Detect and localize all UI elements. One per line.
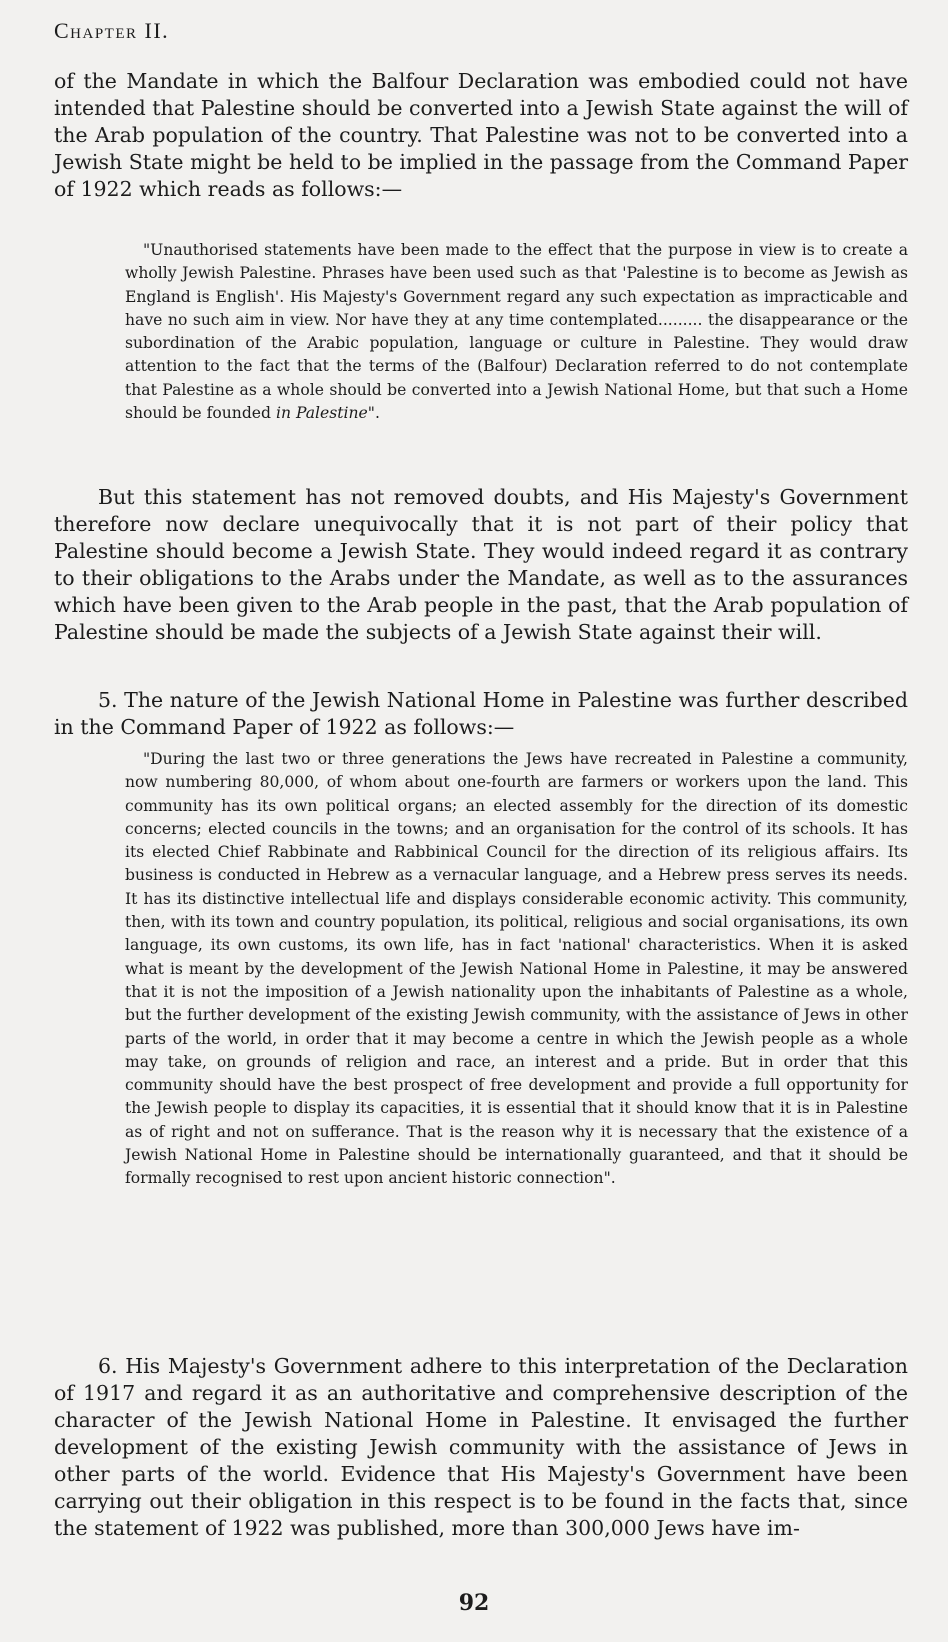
block-quote-jewish-community: "During the last two or three generations the Jews have recreated in Palestine a community, now numbering 80,000, of whom about one-fourth are farmers or workers upon the land. This community has its own political organs; an elected assembly for the direction of its domestic concerns; elected councils in the towns; and an organisation for the control of its schools. It has its elected Chief Rabbinate and Rabbinical Council for the direction of its religious affairs. Its business is conducted in Hebrew as a vernacular language, and a Hebrew press serves its needs. It has its distinctive intellectual life and displays considerable economic activity. This community, then, with its town and country population, its political, religious and social organisations, its own language, its own customs, its own life, has in fact 'national' characteristics. When it is asked what is meant by the development of the Jewish National Home in Palestine, it may be answered that it is not the imposition of a Jewish nationality upon the inhabitants of Palestine as a whole, but the further development of the existing Jewish community, with the assistance of Jews in other parts of the world, in order that it may become a centre in which the Jewish people as a whole may take, on grounds of religion and race, an interest and a pride. But in order that this community should have the best prospect of free development and provide a full opportunity for the Jewish people to display its capacities, it is essential that it should know that it is in Palestine as of right and not on sufferance. That is the reason why it is necessary that the existence of a Jewish National Home in Palestine should be internationally guaranteed, and that it should be formally recognised to rest upon ancient historic connection". bbox=[125, 750, 908, 1188]
block-quote-1922-statement bbox=[125, 239, 908, 425]
quote-closing: ". bbox=[367, 404, 380, 423]
quote-italic-phrase: in Palestine bbox=[275, 404, 368, 423]
paragraph-continuation: of the Mandate in which the Balfour Declaration was embodied could not have intended that Palestine should be converted into a Jewish State against the will of the Arab population of the country. That Palestine was not to be converted into a Jewish State might be held to be implied in the passage from the Command Paper of 1922 which reads as follows:— bbox=[54, 69, 908, 201]
paragraph-policy-declaration: But this statement has not removed doubts, and His Majesty's Government therefore now declare unequivocally that it is not part of their policy that Palestine should become a Jewish State. They would indeed regard it as contrary to their obligations to the Arabs under the Mandate, as well as to the assurances which have been given to the Arab people in the past, that the Arab population of Palestine should be made the subjects of a Jewish State against their will. bbox=[54, 485, 908, 644]
paragraph-6: 6. His Majesty's Government adhere to this interpretation of the Declaration of 1917 and regard it as an authoritative and comprehensive description of the character of the Jewish National Home in Palestine. It envisaged the further development of the existing Jewish community with the assistance of Jews in other parts of the world. Evidence that His Majesty's Government have been carrying out their obligation in this respect is to be found in the facts that, since the statement of 1922 was published, more than 300,000 Jews have im- bbox=[54, 1354, 908, 1540]
chapter-heading: Chapter II. bbox=[54, 18, 170, 43]
page-number: 92 bbox=[458, 1590, 490, 1616]
quote-text: "Unauthorised statements have been made to the effect that the purpose in view is to create a wholly Jewish Palestine. Phrases have been used such as that 'Palestine is to become as Jewish as England is English'. His Majesty's Government regard any such expectation as impracticable and have no such aim in view. Nor have they at any time contemplated......... the disappearance or the subordination of the Arabic population, language or culture in Palestine. They would draw attention to the fact that the terms of the (Balfour) Declaration referred to do not contemplate that Palestine as a whole should be converted into a Jewish National Home, but that such a Home should be founded bbox=[125, 241, 908, 423]
paragraph-5: 5. The nature of the Jewish National Home in Palestine was further described in the Command Paper of 1922 as follows:— bbox=[54, 688, 908, 739]
